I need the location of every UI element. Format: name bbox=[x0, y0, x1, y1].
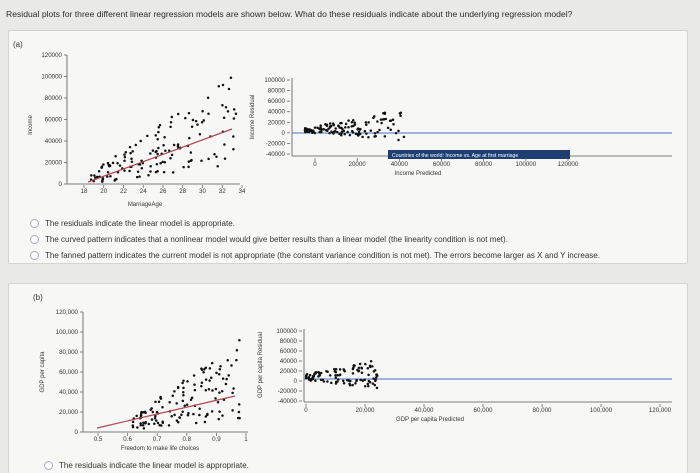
scatter-point bbox=[372, 377, 375, 380]
part-a-legend-text: Countries of the world: Income vs. Age at first marriage bbox=[392, 153, 519, 159]
x-tick-label: 80,000 bbox=[532, 407, 552, 414]
y-tick-label: -20000 bbox=[277, 388, 297, 395]
scatter-point bbox=[330, 382, 333, 385]
y-tick-label: 80,000 bbox=[59, 349, 78, 356]
x-tick-label: 20 bbox=[100, 188, 108, 195]
scatter-point bbox=[326, 380, 329, 383]
x-tick-label: 80000 bbox=[475, 161, 493, 168]
part-b-label: (b) bbox=[33, 293, 43, 302]
scatter-point bbox=[323, 380, 326, 383]
y-tick-label: 60,000 bbox=[59, 369, 78, 376]
question-text: Residual plots for three different linear regression models are shown below. What do these residuals indicate about the underlying regression model? bbox=[6, 9, 573, 19]
y-tick-label: 100,000 bbox=[55, 329, 78, 336]
y-tick-label: 120000 bbox=[41, 52, 62, 59]
x-tick-label: 40,000 bbox=[414, 407, 434, 414]
scatter-point bbox=[335, 381, 338, 384]
x-tick-label: 60,000 bbox=[473, 407, 493, 414]
scatter-point bbox=[349, 384, 352, 387]
x-tick-label: 24 bbox=[139, 188, 147, 195]
y-tick-label: 60000 bbox=[279, 348, 297, 355]
y-tick-label: 0 bbox=[293, 378, 297, 385]
x-tick-label: 0.6 bbox=[123, 436, 132, 443]
option-label: The residuals indicate the linear model is appropriate. bbox=[59, 461, 249, 470]
scatter-point bbox=[369, 366, 372, 369]
part-a-label: (a) bbox=[13, 40, 23, 49]
scatter-point bbox=[312, 375, 315, 378]
part-a-residual-ylabel: Income Residual bbox=[250, 94, 256, 140]
x-tick-label: 0 bbox=[304, 407, 308, 414]
part-a-scatter-ylabel: Income bbox=[28, 115, 34, 135]
y-tick-label: 60000 bbox=[267, 98, 285, 106]
y-tick-label: 40000 bbox=[44, 138, 62, 145]
x-tick-label: 30 bbox=[199, 188, 206, 195]
scatter-point bbox=[348, 379, 351, 382]
scatter-point bbox=[352, 372, 355, 375]
scatter-point bbox=[320, 379, 323, 382]
scatter-point bbox=[335, 371, 338, 374]
y-tick-label: 80000 bbox=[279, 338, 297, 345]
y-tick-label: 60000 bbox=[44, 116, 62, 124]
scatter-point bbox=[329, 374, 332, 377]
y-tick-label: 40000 bbox=[267, 108, 285, 116]
scatter-point bbox=[339, 368, 342, 371]
part-b-residual-ylabel: GDP per capita Residual bbox=[258, 332, 264, 398]
x-tick-label: 20,000 bbox=[355, 407, 375, 414]
y-tick-label: 40000 bbox=[279, 358, 297, 365]
scatter-point bbox=[343, 369, 346, 372]
y-tick-label: 20,000 bbox=[59, 409, 78, 416]
scatter-point bbox=[352, 368, 355, 371]
part-b-scatter-xlabel: Freedom to make life choices bbox=[120, 446, 200, 452]
scatter-point bbox=[314, 379, 317, 382]
x-tick-label: 18 bbox=[80, 188, 88, 195]
x-tick-label: 1 bbox=[244, 436, 248, 443]
scatter-point bbox=[367, 367, 370, 370]
y-tick-label: 80000 bbox=[267, 87, 285, 95]
scatter-point bbox=[351, 384, 354, 387]
scatter-point bbox=[358, 367, 361, 370]
part-b-residual-points bbox=[305, 360, 379, 389]
part-b-scatter-ylabel: GDP per capita bbox=[40, 351, 46, 393]
x-tick-label: 0 bbox=[313, 161, 317, 168]
x-tick-label: 0.5 bbox=[93, 436, 103, 443]
scatter-point bbox=[376, 387, 379, 390]
y-tick-label: 20000 bbox=[279, 368, 297, 375]
x-tick-label: 26 bbox=[159, 188, 167, 195]
x-tick-label: 34 bbox=[238, 188, 246, 195]
scatter-point bbox=[355, 380, 358, 383]
scatter-point bbox=[320, 372, 323, 375]
x-tick-label: 0.8 bbox=[182, 436, 192, 443]
scatter-point bbox=[311, 378, 314, 381]
part-a-scatter-xlabel: MarriageAge bbox=[127, 202, 163, 208]
scatter-point bbox=[335, 368, 338, 371]
radio-icon[interactable] bbox=[44, 461, 53, 470]
y-tick-label: -40000 bbox=[277, 398, 297, 405]
y-tick-label: 0 bbox=[74, 429, 78, 436]
option-label: The residuals indicate the linear model is appropriate. bbox=[45, 218, 235, 228]
scatter-point bbox=[375, 373, 378, 376]
scatter-point bbox=[368, 380, 371, 383]
part-b-residual-xlabel: GDP per capita Predicted bbox=[396, 417, 464, 423]
y-tick-label: -40000 bbox=[265, 151, 285, 158]
scatter-point bbox=[371, 365, 374, 368]
y-tick-label: 40,000 bbox=[59, 389, 78, 396]
x-tick-label: 100000 bbox=[515, 161, 537, 168]
y-tick-label: 100000 bbox=[276, 328, 297, 335]
scatter-point bbox=[374, 384, 377, 387]
x-tick-label: 120,000 bbox=[648, 407, 672, 414]
x-tick-label: 28 bbox=[179, 188, 187, 195]
scatter-point bbox=[309, 374, 312, 377]
x-tick-label: 60000 bbox=[432, 161, 451, 168]
part-b-residual-axes bbox=[304, 329, 672, 402]
y-tick-label: 0 bbox=[281, 129, 285, 137]
part-b-residual-xticks bbox=[304, 404, 671, 414]
scatter-point bbox=[364, 379, 367, 382]
scatter-point bbox=[361, 372, 364, 375]
x-tick-label: 0.9 bbox=[212, 436, 221, 443]
x-tick-label: 20000 bbox=[348, 161, 366, 168]
scatter-point bbox=[364, 385, 367, 388]
scatter-point bbox=[359, 363, 362, 366]
y-tick-label: 20000 bbox=[44, 159, 62, 167]
y-tick-label: -20000 bbox=[265, 140, 285, 148]
scatter-point bbox=[361, 367, 364, 370]
scatter-point bbox=[335, 376, 338, 379]
scatter-point bbox=[342, 380, 345, 383]
scatter-point bbox=[374, 380, 377, 383]
scatter-point bbox=[367, 383, 370, 386]
scatter-point bbox=[354, 382, 357, 385]
scatter-point bbox=[359, 379, 362, 382]
y-tick-label: 20000 bbox=[267, 119, 285, 127]
part-b-residual-yticks bbox=[276, 328, 302, 405]
scatter-point bbox=[352, 364, 355, 367]
x-tick-label: 0.7 bbox=[152, 436, 162, 443]
scatter-point bbox=[343, 382, 346, 385]
scatter-point bbox=[374, 369, 377, 372]
x-tick-label: 100,000 bbox=[589, 407, 613, 414]
scatter-point bbox=[315, 371, 318, 374]
x-tick-label: 22 bbox=[120, 188, 127, 195]
part-a-residual-xlabel: Income Predicted bbox=[394, 171, 442, 177]
y-tick-label: 100000 bbox=[264, 77, 285, 84]
part-b-option-1[interactable] bbox=[44, 461, 249, 470]
x-tick-label: 40000 bbox=[390, 161, 408, 168]
scatter-point bbox=[305, 374, 308, 377]
scatter-point bbox=[370, 360, 373, 363]
y-tick-label: 100000 bbox=[41, 73, 62, 81]
scatter-point bbox=[357, 369, 360, 372]
y-tick-label: 120,000 bbox=[55, 309, 78, 316]
scatter-point bbox=[364, 363, 367, 366]
x-tick-label: 32 bbox=[218, 188, 226, 195]
scatter-point bbox=[308, 376, 311, 379]
y-tick-label: 0 bbox=[58, 181, 62, 188]
scatter-point bbox=[367, 385, 370, 388]
option-label: The fanned pattern indicates the current model is not appropriate (the constant variance condition is not met). The errors become larger as X and Y increase. bbox=[45, 250, 600, 260]
option-label: The curved pattern indicates that a nonlinear model would give better results than a linear model (the linearity condition is not met). bbox=[45, 234, 508, 244]
scatter-point bbox=[367, 374, 370, 377]
scatter-point bbox=[336, 374, 339, 377]
scatter-point bbox=[305, 377, 308, 380]
x-tick-label: 120000 bbox=[557, 161, 579, 168]
y-tick-label: 80000 bbox=[44, 95, 62, 102]
scatter-point bbox=[326, 370, 329, 373]
